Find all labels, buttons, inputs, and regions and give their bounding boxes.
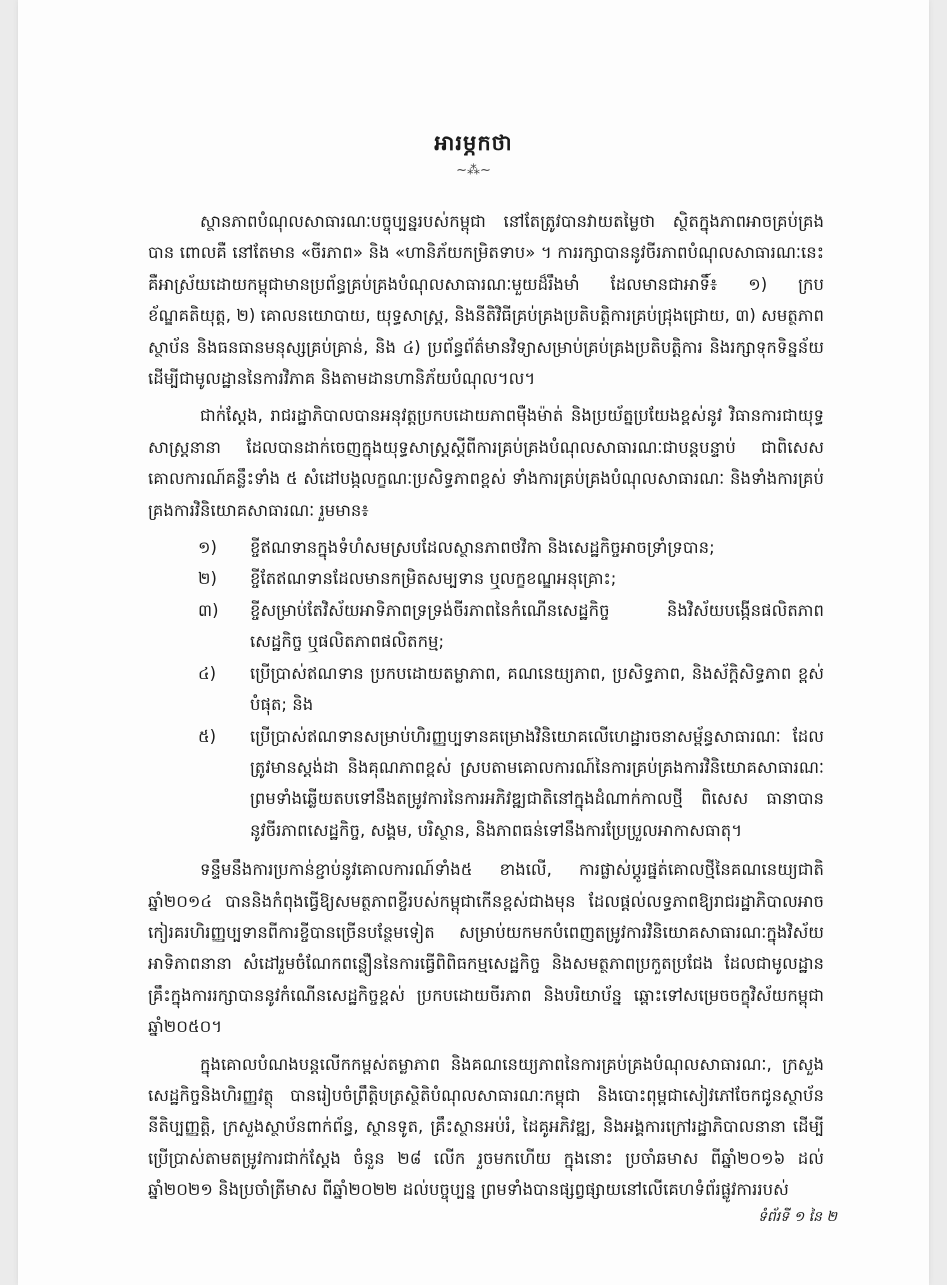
list-item	[148, 658, 824, 721]
list-item-number: ៤)	[198, 663, 217, 683]
list-item-text: ខ្ចីតែឥណទានដែលមានកម្រិតសម្បទាន ឬលក្ខខណ្ឌអនុគ្រោះ;	[250, 569, 617, 589]
list-item-number: ៥)	[198, 726, 217, 746]
paragraph-accounting: ទន្ទឹមនឹងការប្រកាន់ខ្ជាប់នូវគោលការណ៍ទាំង៥ ខាងលើ, ការផ្លាស់ប្តូរផ្នត់គោលថ្មីនៃគណនេយ្យជាតិ ឆ្នាំ២០១៤ បាននិងកំពុងធ្វើឱ្យសមត្ថភាពខ្ចីរបស់កម្ពុជាកើនខ្ពស់ជាងមុន ដែលផ្តល់លទ្ធភាពឱ្យរាជរដ្ឋាភិបាលអាចកៀរគរហិរញ្ញប្បទានពីការខ្ចីបានច្រើនបន្ថែមទៀត សម្រាប់យកមកបំពេញតម្រូវការវិនិយោគសាធារណៈក្នុងវិស័យអាទិភាពនានា សំដៅរួមចំណែកពន្លឿននៃការធ្វើពិពិធកម្មសេដ្ឋកិច្ច និងសមត្ថភាពប្រកួតប្រជែង ដែលជាមូលដ្ឋានគ្រឹះក្នុងការរក្សាបាននូវកំណើនសេដ្ឋកិច្ចខ្ពស់ ប្រកបដោយចីរភាព និងបរិយាប័ន្ន ឆ្ពោះទៅសម្រេចចក្ខុវិស័យកម្ពុជាឆ្នាំ២០៥០។	[148, 860, 824, 1037]
list-item-text: ប្រើប្រាស់ឥណទានសម្រាប់ហិរញ្ញប្បទានគម្រោងវិនិយោគលើហេដ្ឋារចនាសម្ព័ន្ធសាធារណៈ ដែលត្រូវមានស្តង់ដា និងគុណភាពខ្ពស់ ស្របតាមគោលការណ៍នៃការគ្រប់គ្រងការវិនិយោគសាធារណៈ ព្រមទាំងឆ្លើយតបទៅនឹងតម្រូវការនៃការអភិវឌ្ឍជាតិនៅក្នុងដំណាក់កាលថ្មី ពិសេស ធានាបាននូវចីរភាពសេដ្ឋកិច្ច, សង្គម, បរិស្ថាន, និងភាពធន់ទៅនឹងការប្រែប្រួលអាកាសធាតុ។	[250, 726, 824, 840]
list-item-number: ៣)	[198, 600, 219, 620]
document-page	[18, 0, 929, 1285]
list-item-text: ខ្ចីសម្រាប់តែវិស័យអាទិភាពទ្រទ្រង់ចីរភាពនៃកំណើនសេដ្ឋកិច្ច និងវិស័យបង្កើនផលិតភាពសេដ្ឋកិច្ច ឬផលិតភាពផលិតកម្ម;	[250, 600, 824, 652]
page-title: អារម្ភកថា	[434, 131, 513, 155]
principles-list	[148, 532, 824, 846]
paragraph-strategy: ជាក់ស្តែង, រាជរដ្ឋាភិបាលបានអនុវត្តប្រកបដោយភាពម៉ឺងម៉ាត់ និងប្រយ័ត្នប្រយែងខ្ពស់នូវ វិធានការជាយុទ្ធសាស្ត្រនានា ដែលបានដាក់ចេញក្នុងយុទ្ធសាស្ត្រស្តីពីការគ្រប់គ្រងបំណុលសាធារណៈជាបន្តបន្ទាប់ ជាពិសេស គោលការណ៍គន្លឹះទាំង ៥ សំដៅបង្កលក្ខណៈប្រសិទ្ធភាពខ្ពស់ ទាំងការគ្រប់គ្រងបំណុលសាធារណៈ និងទាំងការគ្រប់គ្រងការវិនិយោគសាធារណៈ រួមមាន៖	[148, 406, 824, 520]
page-number: ទំព័រទី ១ នៃ ២	[758, 1209, 837, 1225]
list-item	[148, 532, 824, 563]
list-item-number: ២)	[198, 569, 217, 589]
title-ornament: ~⁂~	[456, 163, 491, 178]
document-body	[148, 206, 824, 1212]
list-item	[148, 721, 824, 847]
list-item-text: ប្រើប្រាស់ឥណទាន ប្រកបដោយតម្លាភាព, គណនេយ្យភាព, ប្រសិទ្ធភាព, និងស័ក្តិសិទ្ធភាព ខ្ពស់បំផុត; និង	[250, 663, 824, 715]
list-item-text: ខ្ចីឥណទានក្នុងទំហំសមស្របដែលស្ថានភាពថវិកា និងសេដ្ឋកិច្ចអាចទ្រាំទ្របាន;	[250, 538, 715, 558]
paragraph-intro: ស្ថានភាពបំណុលសាធារណៈបច្ចុប្បន្នរបស់កម្ពុជា នៅតែត្រូវបានវាយតម្លៃថា ស្ថិតក្នុងភាពអាចគ្រប់គ្រងបាន ពោលគឺ នៅតែមាន «ចីរភាព» និង «ហានិភ័យកម្រិតទាប» ។ ការរក្សាបាននូវចីរភាពបំណុលសាធារណៈនេះ គឺអាស្រ័យដោយកម្ពុជាមានប្រព័ន្ធគ្រប់គ្រងបំណុលសាធារណៈមួយដ៏រឹងមាំ ដែលមានជាអាទិ៍៖ ១) ក្របខ័ណ្ឌគតិយុត្ត, ២) គោលនយោបាយ, យុទ្ធសាស្ត្រ, និងនីតិវិធីគ្រប់គ្រងប្រតិបត្តិការគ្រប់ជ្រុងជ្រោយ, ៣) សមត្ថភាពស្ថាប័ន និងធនធានមនុស្សគ្រប់គ្រាន់, និង ៤) ប្រព័ន្ធព័ត៌មានវិទ្យាសម្រាប់គ្រប់គ្រងប្រតិបត្តិការ និងរក្សាទុកទិន្នន័យ ដើម្បីជាមូលដ្ឋាននៃការវិភាគ និងតាមដានហានិភ័យបំណុល។ល។	[148, 212, 824, 389]
paragraph-transparency: ក្នុងគោលបំណងបន្តលើកកម្ពស់តម្លាភាព និងគណនេយ្យភាពនៃការគ្រប់គ្រងបំណុលសាធារណៈ, ក្រសួងសេដ្ឋកិច្ចនិងហិរញ្ញវត្ថុ បានរៀបចំព្រឹត្តិបត្រស្ថិតិបំណុលសាធារណៈកម្ពុជា និងបោះពុម្ពជាសៀវភៅចែកជូនស្ថាប័ននីតិប្បញ្ញត្តិ, ក្រសួងស្ថាប័នពាក់ព័ន្ធ, ស្ថានទូត, គ្រឹះស្ថានអប់រំ, ដៃគូអភិវឌ្ឍ, និងអង្គការក្រៅរដ្ឋាភិបាលនានា ដើម្បីប្រើប្រាស់តាមតម្រូវការជាក់ស្តែង ចំនួន ២៨ លើក រួចមកហើយ ក្នុងនោះ ប្រចាំឆមាស ពីឆ្នាំ២០១៦ ដល់ឆ្នាំ២០២១ និងប្រចាំត្រីមាស ពីឆ្នាំ២០២២ ដល់បច្ចុប្បន្ន ព្រមទាំងបានផ្សព្វផ្សាយនៅលើគេហទំព័រផ្លូវការរបស់	[148, 1054, 824, 1200]
list-item	[148, 595, 824, 658]
list-item-number: ១)	[198, 538, 217, 558]
list-item	[148, 563, 824, 594]
